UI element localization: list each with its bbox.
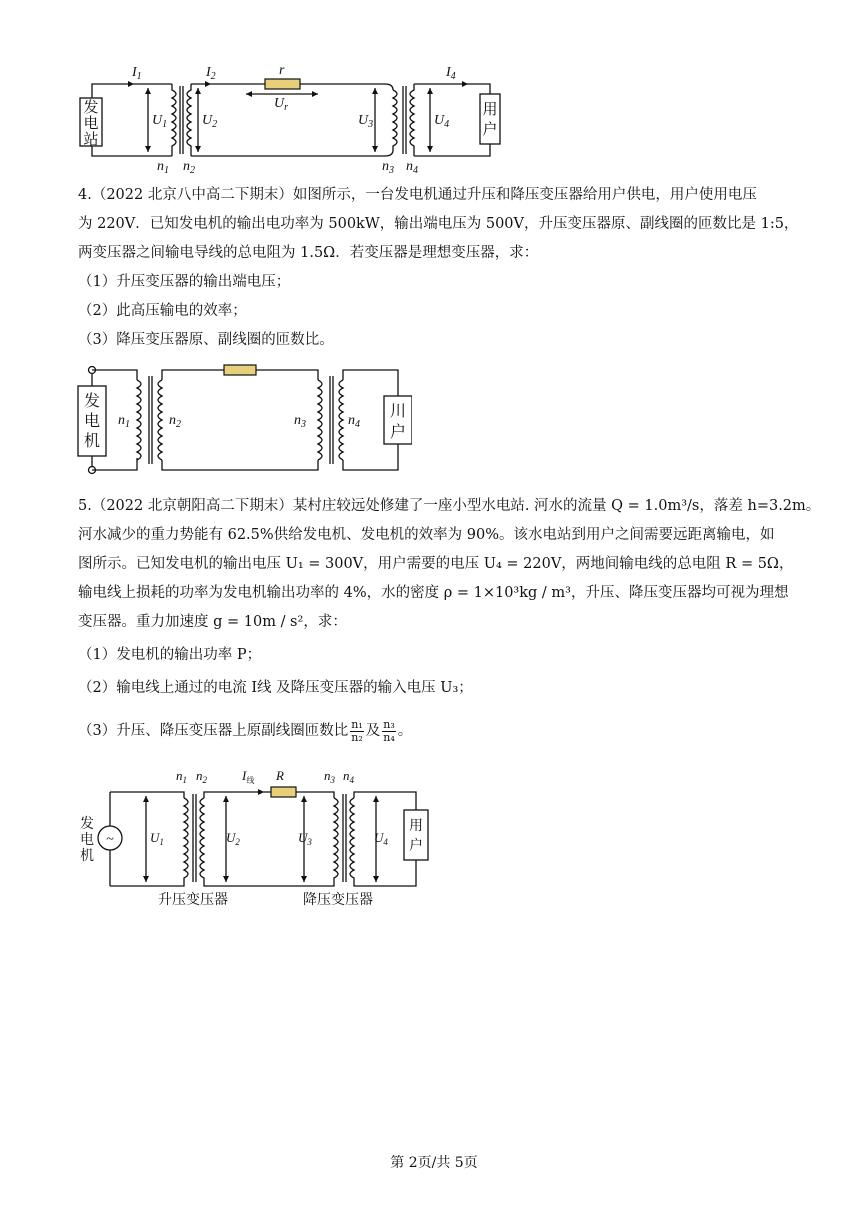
d2-n4: $n_4$ [348,413,360,430]
d3-U1: $U_1$ [150,830,164,847]
d3-gen-label-2: 电 [80,833,94,848]
q4-line-1: 4.（2022 北京八中高二下期末）如图所示，一台发电机通过升压和降压变压器给用户供电，用户使用电压 [78,187,757,203]
d3-step-up-label: 升压变压器 [158,893,228,908]
d3-generator-symbol: ~ [106,832,114,847]
d3-I-line: $I_线$ [242,768,255,785]
q4-sub-1: （1）升压变压器的输出端电压； [78,274,291,290]
question-5 [78,492,821,746]
q4-line-3: 两变压器之间输电导线的总电阻为 1.5Ω．若变压器是理想变压器，求： [78,245,539,261]
d2-n2: $n_2$ [169,413,181,430]
d3-n1: $n_1$ [176,768,187,785]
d1-U2: $U_2$ [202,113,218,130]
d3-R: R [276,768,284,783]
d1-left-box-2: 电 [83,116,99,132]
d1-U4: $U_4$ [434,113,450,130]
d3-U2: $U_2$ [226,830,240,847]
q4-sub-2: （2）此高压输电的效率； [78,303,247,319]
d2-left-box-1: 发 [83,393,101,410]
q5-line-5: 变压器。重力加速度 g = 10m / s²，求： [78,614,347,630]
d1-n3: $n_3$ [382,159,394,176]
d1-I2: $I_2$ [206,65,216,82]
fraction-n3-n4: $\frac{\text{n₃}}{\text{n₄}}$ [383,717,395,744]
d3-gen-label-1: 发 [80,817,94,832]
diagram-1-transmission [70,58,520,176]
q5-line-3: 图所示。已知发电机的输出电压 U₁ = 300V，用户需要的电压 U₄ = 220V，两地间输电线的总电阻 R = 5Ω， [78,556,794,572]
d2-right-box-1: 川 [389,403,407,420]
d1-n4: $n_4$ [406,159,418,176]
d2-left-box-2: 电 [83,413,101,430]
d3-n2: $n_2$ [196,768,207,785]
q4-line-2: 为 220V．已知发电机的输出电功率为 500kW，输出端电压为 500V，升压变压器原、副线圈的匝数比是 1:5， [78,216,799,232]
q5-sub-3-end: 。 [397,723,413,739]
q5-sub-1: （1）发电机的输出功率 P； [78,647,262,663]
d3-n4: $n_4$ [343,768,354,785]
q5-line-1: 5.（2022 北京朝阳高二下期末）某村庄较远处修建了一座小型水电站. 河水的流量 Q = 1.0m³/s，落差 h=3.2m。 [78,498,821,514]
d3-gen-label-3: 机 [80,849,94,864]
d1-right-box-2: 户 [482,122,498,138]
question-4 [78,181,798,355]
page-footer: 第 2页/共 5页 [390,1155,478,1171]
q5-line-2: 河水减少的重力势能有 62.5%供给发电机、发电机的效率为 90%。该水电站到用户之间需要远距离输电，如 [78,527,775,543]
diagram-3-hydro-transmission [76,764,446,914]
d3-user-box-1: 用 [409,819,423,834]
q5-line-4: 输电线上损耗的功率为发电机输出功率的 4%，水的密度 ρ = 1×10³kg / m³，升压、降压变压器均可视为理想 [78,585,789,601]
d1-left-box-1: 发 [83,100,99,116]
d3-U4: $U_4$ [374,830,388,847]
diagram-2-transformers [72,358,412,480]
q5-sub-3 [78,717,798,746]
d1-I4: $I_4$ [446,65,456,82]
d1-U3: $U_3$ [358,113,374,130]
d3-user-box-2: 户 [409,839,423,854]
d2-n3: $n_3$ [294,413,306,430]
q5-sub-3-text: （3）升压、降压变压器上原副线圈匝数比 [78,723,349,739]
d2-left-box-3: 机 [83,433,101,450]
d2-n1: $n_1$ [118,413,130,430]
d1-U1: $U_1$ [152,113,168,130]
d2-right-box-2: 户 [389,424,407,441]
q5-and: 及 [365,723,381,739]
d3-U3: $U_3$ [298,830,312,847]
d3-n3: $n_3$ [324,768,335,785]
d3-step-down-label: 降压变压器 [303,893,373,908]
fraction-n1-n2: $\frac{\text{n₁}}{\text{n₂}}$ [351,717,363,744]
q5-sub-2: （2）输电线上通过的电流 I线 及降压变压器的输入电压 U₃； [78,680,473,696]
d1-I1: $I_1$ [132,65,142,82]
q4-sub-3: （3）降压变压器原、副线圈的匝数比。 [78,332,334,348]
d1-Ur: $U_r$ [274,96,289,113]
d1-n2: $n_2$ [183,159,195,176]
d1-right-box-1: 用 [482,102,498,118]
d1-left-box-3: 站 [83,132,99,148]
d1-n1: $n_1$ [157,159,169,176]
d1-r: r [279,63,285,78]
